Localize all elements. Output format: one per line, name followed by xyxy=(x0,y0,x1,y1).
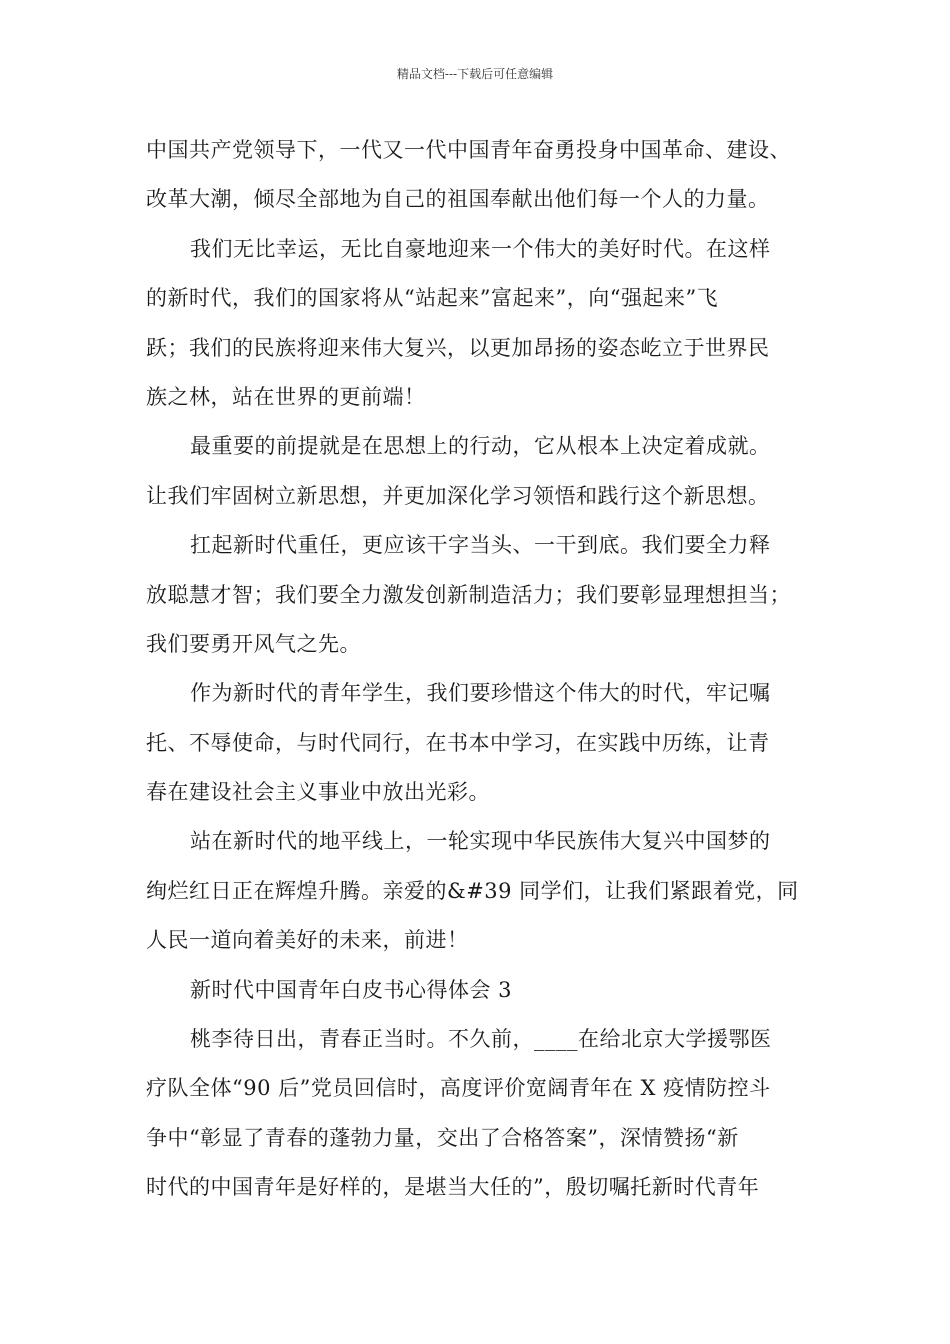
text-line: 桃李待日出，青春正当时。不久前，____在给北京大学援鄂医 xyxy=(190,1027,772,1052)
text-line: 托、不辱使命，与时代同行，在书本中学习，在实践中历练，让青 xyxy=(146,730,770,755)
text-line: 争中“彰显了青春的蓬勃力量，交出了合格答案”，深情赞扬“新 xyxy=(146,1125,739,1150)
paragraph xyxy=(146,669,814,817)
paragraph xyxy=(146,521,814,669)
text-line: 我们无比幸运，无比自豪地迎来一个伟大的美好时代。在这样 xyxy=(190,236,771,261)
paragraph xyxy=(146,1015,814,1213)
text-line: 时代的中国青年是好样的，是堪当大任的”，殷切嘱托新时代青年 xyxy=(146,1175,760,1200)
text-line: 春在建设社会主义事业中放出光彩。 xyxy=(146,780,490,805)
text-line: 中国共产党领导下，一代又一代中国青年奋勇投身中国革命、建设、 xyxy=(146,138,791,162)
text-line: 我们要勇开风气之先。 xyxy=(146,631,361,656)
text-line: 站在新时代的地平线上，一轮实现中华民族伟大复兴中国梦的 xyxy=(190,829,771,854)
page-header: 精品文档---下载后可任意编辑 xyxy=(396,67,554,81)
paragraph xyxy=(146,225,814,423)
text-line: 的新时代，我们的国家将从“站起来”富起来”，向“强起来”飞 xyxy=(146,286,719,311)
document-body xyxy=(146,126,814,1213)
text-line: 改革大潮，倾尽全部地为自己的祖国奉献出他们每一个人的力量。 xyxy=(146,187,770,212)
text-line: 新时代中国青年白皮书心得体会 3 xyxy=(190,977,513,1002)
text-line: 放聪慧才智；我们要全力激发创新制造活力；我们要彰显理想担当； xyxy=(146,582,791,607)
text-line: 作为新时代的青年学生，我们要珍惜这个伟大的时代，牢记嘱 xyxy=(190,681,771,706)
text-line: 扛起新时代重任，更应该干字当头、一干到底。我们要全力释 xyxy=(190,533,771,558)
paragraph xyxy=(146,126,814,225)
text-line: 绚烂红日正在辉煌升腾。亲爱的&#39 同学们，让我们紧跟着党，同 xyxy=(146,878,799,903)
text-line: 最重要的前提就是在思想上的行动，它从根本上决定着成就。 xyxy=(190,434,771,459)
text-line: 跃；我们的民族将迎来伟大复兴，以更加昂扬的姿态屹立于世界民 xyxy=(146,335,770,360)
paragraph xyxy=(146,817,814,965)
text-line: 族之林，站在世界的更前端！ xyxy=(146,384,426,409)
text-line: 让我们牢固树立新思想，并更加深化学习领悟和践行这个新思想。 xyxy=(146,483,770,508)
text-line: 人民一道向着美好的未来，前进！ xyxy=(146,928,469,953)
paragraph xyxy=(146,966,814,1015)
paragraph xyxy=(146,422,814,521)
text-line: 疗队全体“90 后”党员回信时，高度评价宽阔青年在 X 疫情防控斗 xyxy=(146,1076,771,1101)
